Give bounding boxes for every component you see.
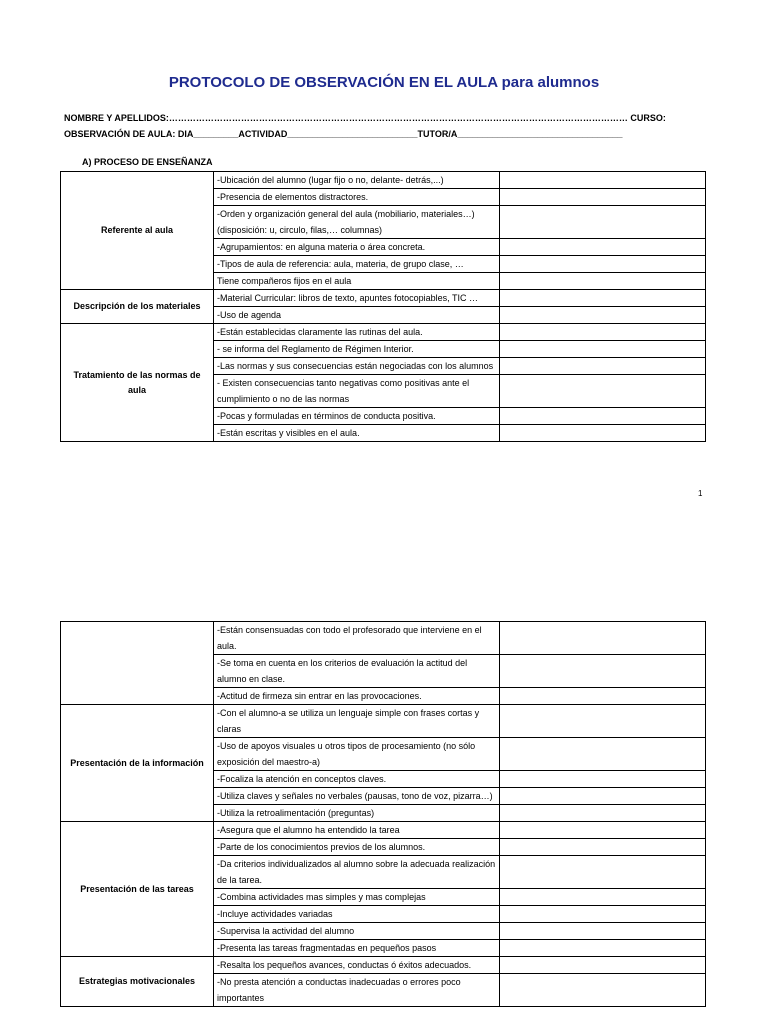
observation-cell[interactable] xyxy=(500,771,706,788)
observation-cell[interactable] xyxy=(500,822,706,839)
observation-cell[interactable] xyxy=(500,738,706,771)
criterion-cell: -Presencia de elementos distractores. xyxy=(214,189,500,206)
observation-cell[interactable] xyxy=(500,239,706,256)
criterion-cell: - Existen consecuencias tanto negativas como positivas ante el cumplimiento o no de las normas xyxy=(214,375,500,408)
table-row xyxy=(61,324,706,341)
criterion-cell: -Parte de los conocimientos previos de los alumnos. xyxy=(214,839,500,856)
observation-cell[interactable] xyxy=(500,341,706,358)
observation-cell[interactable] xyxy=(500,307,706,324)
observation-cell[interactable] xyxy=(500,688,706,705)
observation-cell[interactable] xyxy=(500,189,706,206)
section-heading: A) PROCESO DE ENSEÑANZA xyxy=(82,157,213,167)
criterion-cell: -Utiliza claves y señales no verbales (pausas, tono de voz, pizarra…) xyxy=(214,788,500,805)
criterion-cell: -Agrupamientos: en alguna materia o área concreta. xyxy=(214,239,500,256)
criterion-cell: -No presta atención a conductas inadecuadas o errores poco importantes xyxy=(214,974,500,1007)
observation-cell[interactable] xyxy=(500,705,706,738)
category-cell xyxy=(61,622,214,705)
criterion-cell: -Da criterios individualizados al alumno sobre la adecuada realización de la tarea. xyxy=(214,856,500,889)
observation-cell[interactable] xyxy=(500,622,706,655)
table-row xyxy=(61,172,706,189)
table-row xyxy=(61,705,706,738)
criterion-cell: -Focaliza la atención en conceptos claves. xyxy=(214,771,500,788)
observation-table-2 xyxy=(60,621,706,1007)
criterion-cell: -Están establecidas claramente las rutinas del aula. xyxy=(214,324,500,341)
criterion-cell: -Asegura que el alumno ha entendido la tarea xyxy=(214,822,500,839)
category-cell: Tratamiento de las normas de aula xyxy=(61,324,214,442)
criterion-cell: -Se toma en cuenta en los criterios de evaluación la actitud del alumno en clase. xyxy=(214,655,500,688)
observation-cell[interactable] xyxy=(500,940,706,957)
criterion-cell: -Pocas y formuladas en términos de conducta positiva. xyxy=(214,408,500,425)
observation-cell[interactable] xyxy=(500,974,706,1007)
category-cell: Descripción de los materiales xyxy=(61,290,214,324)
observation-cell[interactable] xyxy=(500,408,706,425)
criterion-cell: -Están consensuadas con todo el profesorado que interviene en el aula. xyxy=(214,622,500,655)
observation-cell[interactable] xyxy=(500,273,706,290)
observation-cell[interactable] xyxy=(500,839,706,856)
criterion-cell: -Tipos de aula de referencia: aula, materia, de grupo clase, … xyxy=(214,256,500,273)
criterion-cell: -Con el alumno-a se utiliza un lenguaje simple con frases cortas y claras xyxy=(214,705,500,738)
observation-cell[interactable] xyxy=(500,172,706,189)
observation-cell[interactable] xyxy=(500,290,706,307)
table-row xyxy=(61,957,706,974)
criterion-cell: -Orden y organización general del aula (mobiliario, materiales…)(disposición: u, circulo, filas,… columnas) xyxy=(214,206,500,239)
observation-cell[interactable] xyxy=(500,324,706,341)
name-course-line: NOMBRE Y APELLIDOS:……………………………………………………………………………………………………………………………………… CURSO: xyxy=(64,113,666,123)
table-row xyxy=(61,622,706,655)
criterion-cell: Tiene compañeros fijos en el aula xyxy=(214,273,500,290)
criterion-cell: -Material Curricular: libros de texto, apuntes fotocopiables, TIC … xyxy=(214,290,500,307)
criterion-cell: -Las normas y sus consecuencias están negociadas con los alumnos xyxy=(214,358,500,375)
criterion-cell: -Resalta los pequeños avances, conductas ó éxitos adecuados. xyxy=(214,957,500,974)
category-cell: Estrategias motivacionales xyxy=(61,957,214,1007)
table-row xyxy=(61,290,706,307)
category-cell: Presentación de las tareas xyxy=(61,822,214,957)
criterion-cell: -Ubicación del alumno (lugar fijo o no, delante- detrás,...) xyxy=(214,172,500,189)
criterion-cell: -Utiliza la retroalimentación (preguntas) xyxy=(214,805,500,822)
observation-cell[interactable] xyxy=(500,889,706,906)
observation-cell[interactable] xyxy=(500,923,706,940)
observation-cell[interactable] xyxy=(500,375,706,408)
criterion-cell: -Uso de agenda xyxy=(214,307,500,324)
category-cell: Referente al aula xyxy=(61,172,214,290)
criterion-cell: -Actitud de firmeza sin entrar en las provocaciones. xyxy=(214,688,500,705)
criterion-cell: -Combina actividades mas simples y mas complejas xyxy=(214,889,500,906)
observation-cell[interactable] xyxy=(500,906,706,923)
observation-cell[interactable] xyxy=(500,206,706,239)
observation-table-1 xyxy=(60,171,706,442)
observation-cell[interactable] xyxy=(500,788,706,805)
observation-cell[interactable] xyxy=(500,805,706,822)
page-number: 1 xyxy=(698,489,703,498)
document-title: PROTOCOLO DE OBSERVACIÓN EN EL AULA para alumnos xyxy=(168,74,600,91)
criterion-cell: -Presenta las tareas fragmentadas en pequeños pasos xyxy=(214,940,500,957)
observation-cell[interactable] xyxy=(500,358,706,375)
criterion-cell: -Uso de apoyos visuales u otros tipos de procesamiento (no sólo exposición del maestro-a) xyxy=(214,738,500,771)
observation-cell[interactable] xyxy=(500,957,706,974)
observation-cell[interactable] xyxy=(500,655,706,688)
table-row xyxy=(61,822,706,839)
observation-line: OBSERVACIÓN DE AULA: DIA_________ACTIVIDAD__________________________TUTOR/A_________________________________ xyxy=(64,129,623,139)
observation-cell[interactable] xyxy=(500,425,706,442)
observation-cell[interactable] xyxy=(500,256,706,273)
observation-cell[interactable] xyxy=(500,856,706,889)
criterion-cell: -Supervisa la actividad del alumno xyxy=(214,923,500,940)
criterion-cell: -Incluye actividades variadas xyxy=(214,906,500,923)
criterion-cell: - se informa del Reglamento de Régimen Interior. xyxy=(214,341,500,358)
criterion-cell: -Están escritas y visibles en el aula. xyxy=(214,425,500,442)
category-cell: Presentación de la información xyxy=(61,705,214,822)
